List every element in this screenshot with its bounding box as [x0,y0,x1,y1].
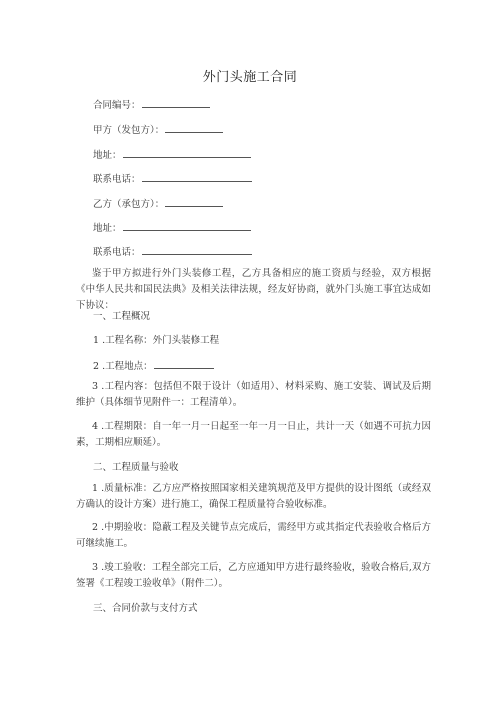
party-a-field [93,123,223,137]
party-b-blank [165,197,223,207]
section-1-item-3: 3 .工程内容：包括但不限于设计（如适用）、材料采购、施工安装、调试及后期维护（具体细节见附件一：工程清单）。 [76,381,431,408]
party-a-phone-field [93,172,252,186]
party-a-address-blank [123,148,251,158]
section-1-item-1: 1 .工程名称：外门头装修工程 [93,335,220,346]
party-a-phone-blank [142,172,252,182]
party-b-phone-field [93,245,252,259]
party-a-address-field [93,148,251,162]
section-3-heading: 三、合同价款与支付方式 [93,603,198,614]
section-1-item-2 [93,359,214,373]
section-2-item-1: 1 .质量标准：乙方应严格按照国家相关建筑规范及甲方提供的设计图纸（或经双方确认的设计方案）进行施工，确保工程质量符合验收标准。 [76,483,431,510]
party-a-blank [165,123,223,133]
page-title: 外门头施工合同 [202,70,298,85]
party-b-address-field [93,221,251,235]
project-location-blank [154,359,214,369]
party-b-address-blank [123,221,251,231]
contract-number-label: 合同编号： [93,100,141,111]
party-a-label: 甲方（发包方）： [93,125,165,136]
section-2-item-3: 3 .竣工验收：工程全部完工后，乙方应通知甲方进行最终验收，验收合格后,双方签署《工程竣工验收单》（附件二）。 [76,562,431,589]
section-2-heading: 二、工程质量与验收 [93,462,179,473]
section-1-item-4: 4 .工程期限：自一年一月一日起至一年一月一日止，共计一天（如遇不可抗力因素，工期相应顺延）。 [76,421,431,448]
party-b-phone-label: 联系电话： [93,247,141,258]
party-b-address-label: 地址： [93,223,122,234]
intro-paragraph: 鉴于甲方拟进行外门头装修工程，乙方具备相应的施工资质与经验，双方根据《中华人民共和国民法典》及相关法律法规，经友好协商，就外门头施工事宜达成如下协议： [76,268,431,311]
section-1-item-2-label: 2 .工程地点： [93,361,153,372]
contract-number-field [93,98,210,112]
section-1-heading: 一、工程概况 [93,311,151,322]
party-b-label: 乙方（承包方）： [93,199,165,210]
party-b-field [93,197,223,211]
party-a-phone-label: 联系电话： [93,174,141,185]
party-b-phone-blank [142,245,252,255]
section-2-item-2: 2 .中期验收：隐蔽工程及关键节点完成后，需经甲方或其指定代表验收合格后方可继续施工。 [76,522,431,549]
contract-number-blank [142,98,210,108]
party-a-address-label: 地址： [93,150,122,161]
